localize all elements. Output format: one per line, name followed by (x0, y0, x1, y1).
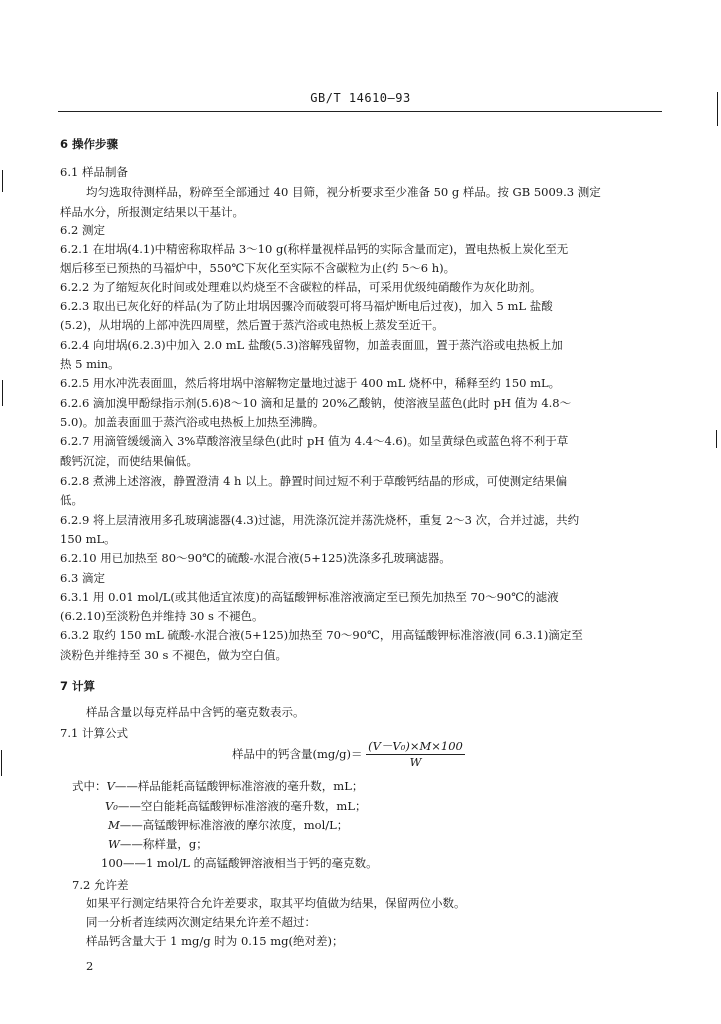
section-7-heading: 7 计算 (60, 679, 96, 693)
symbol-v-desc: ——样品能耗高锰酸钾标准溶液的毫升数，mL； (114, 779, 364, 793)
scan-edge-mark (2, 170, 3, 192)
scan-edge-mark (1, 750, 2, 776)
section-7-intro: 样品含量以每克样品中含钙的毫克数表示。 (86, 705, 305, 719)
symbol-m-definition (108, 819, 348, 832)
page-number: 2 (86, 959, 94, 973)
section-6-heading: 6 操作步骤 (60, 137, 119, 151)
clause-6-2-5: 6.2.5 用水冲洗表面皿，然后将坩埚中溶解物定量地过滤于 400 mL 烧杯中，稀释至约 150 mL。 (60, 376, 561, 390)
section-7-1-heading: 7.1 计算公式 (60, 726, 128, 740)
calculation-formula (232, 740, 465, 769)
where-label: 式中： (72, 779, 107, 793)
section-7-2-heading: 7.2 允许差 (72, 878, 129, 892)
symbol-w-definition (108, 838, 208, 851)
formula-denominator: W (409, 755, 422, 770)
section-6-3-heading: 6.3 滴定 (60, 571, 105, 585)
clause-6-2-8-line1: 6.2.8 煮沸上述溶液，静置澄清 4 h 以上。静置时间过短不利于草酸钙结晶的形成，可使测定结果偏 (60, 474, 568, 488)
clause-6-2-7-line1: 6.2.7 用滴管缓缓滴入 3%草酸溶液呈绿色(此时 pH 值为 4.4～4.6)。如呈黄绿色或蓝色将不利于草 (60, 434, 569, 448)
formula-lhs: 样品中的钙含量(mg/g)＝ (232, 747, 363, 762)
scan-edge-mark (716, 430, 717, 448)
scan-edge-mark (2, 380, 3, 406)
formula-fraction (366, 740, 465, 769)
clause-6-3-1-line2: (6.2.10)至淡粉色并维持 30 s 不褪色。 (60, 609, 264, 623)
symbol-m-desc: ——高锰酸钾标准溶液的摩尔浓度，mol/L； (119, 818, 349, 832)
clause-6-2-4-line1: 6.2.4 向坩埚(6.2.3)中加入 2.0 mL 盐酸(5.3)溶解残留物，加盖表面皿，置于蒸汽浴或电热板上加 (60, 338, 563, 352)
document-header: GB/T 14610—93 (310, 91, 411, 105)
clause-6-2-4-line2: 热 5 min。 (60, 357, 120, 371)
clause-6-2-6-line2: 5.0)。加盖表面皿于蒸汽浴或电热板上加热至沸腾。 (60, 415, 325, 429)
symbol-v0: V₀ (105, 799, 118, 813)
section-6-2-heading: 6.2 测定 (60, 223, 105, 237)
header-rule (58, 111, 662, 112)
clause-6-3-1-line1: 6.3.1 用 0.01 mol/L(或其他适宜浓度)的高锰酸钾标准溶液滴定至已预先加热至 70～90℃的滤液 (60, 590, 559, 604)
symbol-w-desc: ——称样量，g； (119, 837, 208, 851)
clause-6-2-9-line1: 6.2.9 将上层清液用多孔玻璃滤器(4.3)过滤，用洗涤沉淀并荡洗烧杯，重复 2～3 次，合并过滤，共约 (60, 513, 580, 527)
paragraph-7-2-line1: 如果平行测定结果符合允许差要求，取其平均值做为结果，保留两位小数。 (86, 896, 466, 910)
formula-numerator: (V－V₀)×M×100 (366, 740, 465, 755)
clause-6-2-10: 6.2.10 用已加热至 80～90℃的硫酸-水混合液(5+125)洗涤多孔玻璃滤器。 (60, 551, 451, 565)
clause-6-2-8-line2: 低。 (60, 493, 83, 507)
clause-6-2-3-line1: 6.2.3 取出已灰化好的样品(为了防止坩埚因骤冷而破裂可将马福炉断电后过夜)，加入 5 mL 盐酸 (60, 299, 553, 313)
clause-6-3-2-line2: 淡粉色并维持至 30 s 不褪色，做为空白值。 (60, 648, 287, 662)
symbol-v0-desc: ——空白能耗高锰酸钾标准溶液的毫升数，mL； (117, 799, 367, 813)
paragraph-7-2-line2: 同一分析者连续两次测定结果允许差不超过： (86, 915, 316, 929)
clause-6-2-3-line2: (5.2)，从坩埚的上部冲洗四周壁，然后置于蒸汽浴或电热板上蒸发至近干。 (60, 318, 444, 332)
clause-6-2-7-line2: 酸钙沉淀，而使结果偏低。 (60, 454, 198, 468)
clause-6-2-1-line2: 烟后移至已预热的马福炉中，550℃下灰化至实际不含碳粒为止(约 5～6 h)。 (60, 261, 456, 275)
symbol-v: V (106, 779, 115, 793)
clause-6-3-2-line1: 6.3.2 取约 150 mL 硫酸-水混合液(5+125)加热至 70～90℃，用高锰酸钾标准溶液(同 6.3.1)滴定至 (60, 628, 583, 642)
paragraph-6-1-line2: 样品水分，所报测定结果以干基计。 (60, 205, 244, 219)
clause-6-2-6-line1: 6.2.6 滴加溴甲酚绿指示剂(5.6)8～10 滴和足量的 20%乙酸钠，使溶液呈蓝色(此时 pH 值为 4.8～ (60, 396, 572, 410)
clause-6-2-1-line1: 6.2.1 在坩埚(4.1)中精密称取样品 3～10 g(称样量视样品钙的实际含量而定)，置电热板上炭化至无 (60, 242, 569, 256)
symbol-v-definition (72, 780, 363, 793)
clause-6-2-9-line2: 150 mL。 (60, 532, 116, 546)
paragraph-6-1-line1: 均匀选取待测样品，粉碎至全部通过 40 目筛，视分析要求至少准备 50 g 样品。按 GB 5009.3 测定 (86, 185, 601, 199)
symbol-w: W (108, 837, 120, 851)
paragraph-7-2-line3: 样品钙含量大于 1 mg/g 时为 0.15 mg(绝对差)； (86, 934, 344, 948)
clause-6-2-2: 6.2.2 为了缩短灰化时间或处理难以灼烧至不含碳粒的样品，可采用优级纯硝酸作为灰化助剂。 (60, 280, 542, 294)
symbol-m: M (108, 818, 120, 832)
symbol-v0-definition (105, 800, 366, 813)
constant-100-definition: 100——1 mol/L 的高锰酸钾溶液相当于钙的毫克数。 (101, 856, 378, 870)
section-6-1-heading: 6.1 样品制备 (60, 165, 128, 179)
